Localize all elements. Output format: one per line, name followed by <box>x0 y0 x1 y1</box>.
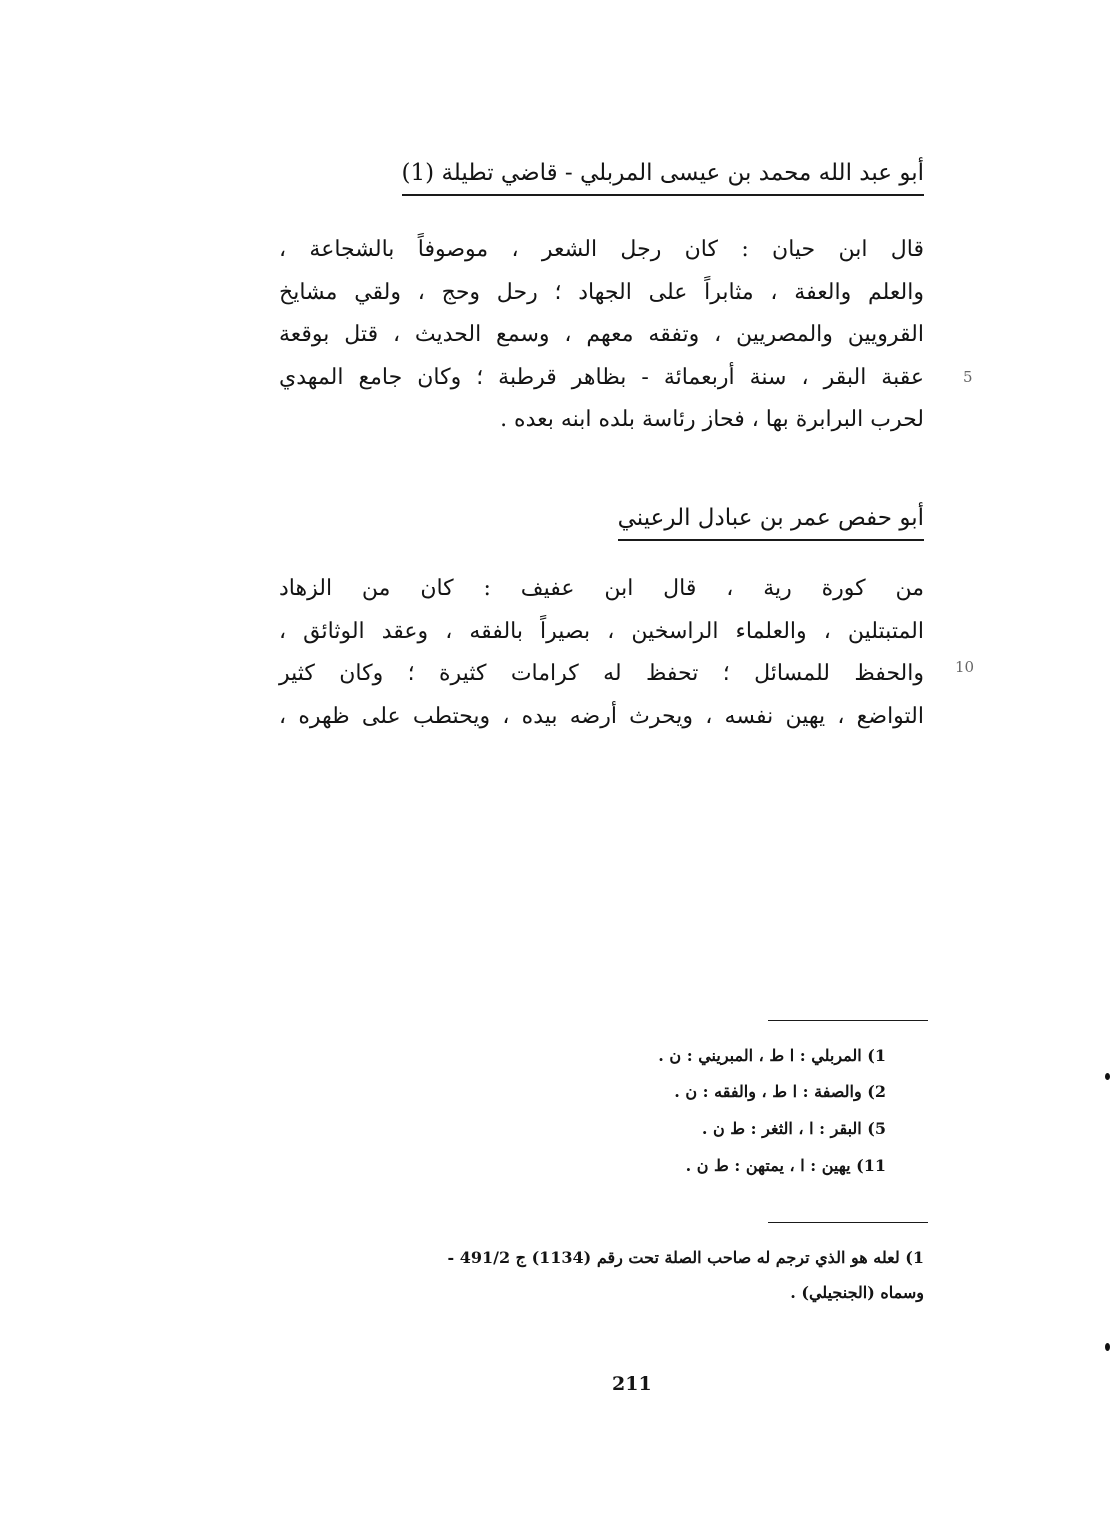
text-line: المتبتلين ، والعلماء الراسخين ، بصيراً بالفقه ، وعقد الوثائق ، <box>279 618 924 644</box>
text-line: قال ابن حيان : كان رجل الشعر ، موصوفاً بالشجاعة ، <box>279 237 924 262</box>
footnote-line: وسماه (الجنجيلي) . <box>790 1283 924 1302</box>
scan-speck <box>1105 1073 1110 1080</box>
text-line: القرويين والمصريين ، وتفقه معهم ، وسمع الحديث ، قتل بوقعة <box>279 322 924 347</box>
variant-note: 1) المربلي : ا ط ، المبريني : ن . <box>658 1046 886 1065</box>
variant-note: 2) والصفة : ا ط ، والفقه : ن . <box>674 1082 886 1101</box>
variant-note: 5) البقر : ا ، الثغر : ط ن . <box>701 1119 886 1138</box>
variants-separator <box>768 1020 928 1021</box>
text-line: من كورة رية ، قال ابن عفيف : كان من الزهاد <box>279 576 925 601</box>
scan-speck <box>1105 1343 1110 1351</box>
variant-note: 11) يهين : ا ، يمتهن : ط ن . <box>685 1156 886 1175</box>
text-line: والعلم والعفة ، مثابراً على الجهاد ؛ رحل وحج ، ولقي مشايخ <box>279 279 924 305</box>
text-line: والحفظ للمسائل ؛ تحفظ له كرامات كثيرة ؛ وكان كثير <box>279 661 924 686</box>
line-number-10: 10 <box>955 658 975 676</box>
text-line: التواضع ، يهين نفسه ، ويحرث أرضه بيده ، ويحتطب على ظهره ، <box>279 703 924 729</box>
page-number: 211 <box>612 1373 652 1395</box>
text-line: عقبة البقر ، سنة أربعمائة - بظاهر قرطبة ؛ وكان جامع المهدي <box>279 364 924 390</box>
entry-paragraph-2 <box>279 568 924 738</box>
footnote-line: 1) لعله هو الذي ترجم له صاحب الصلة تحت رقم (1134) ج 491/2 - <box>447 1248 924 1267</box>
line-number-5: 5 <box>963 368 973 386</box>
footnote <box>279 1240 924 1310</box>
footnote-separator <box>768 1222 928 1223</box>
text-line: لحرب البرابرة بها ، فحاز رئاسة بلده ابنه بعده . <box>500 407 924 432</box>
entry-heading-2: أبو حفص عمر بن عبادل الرعيني <box>618 505 924 541</box>
entry-paragraph-1 <box>279 229 924 442</box>
entry-heading-1: أبو عبد الله محمد بن عيسى المربلي - قاضي تطيلة (1) <box>402 160 924 196</box>
